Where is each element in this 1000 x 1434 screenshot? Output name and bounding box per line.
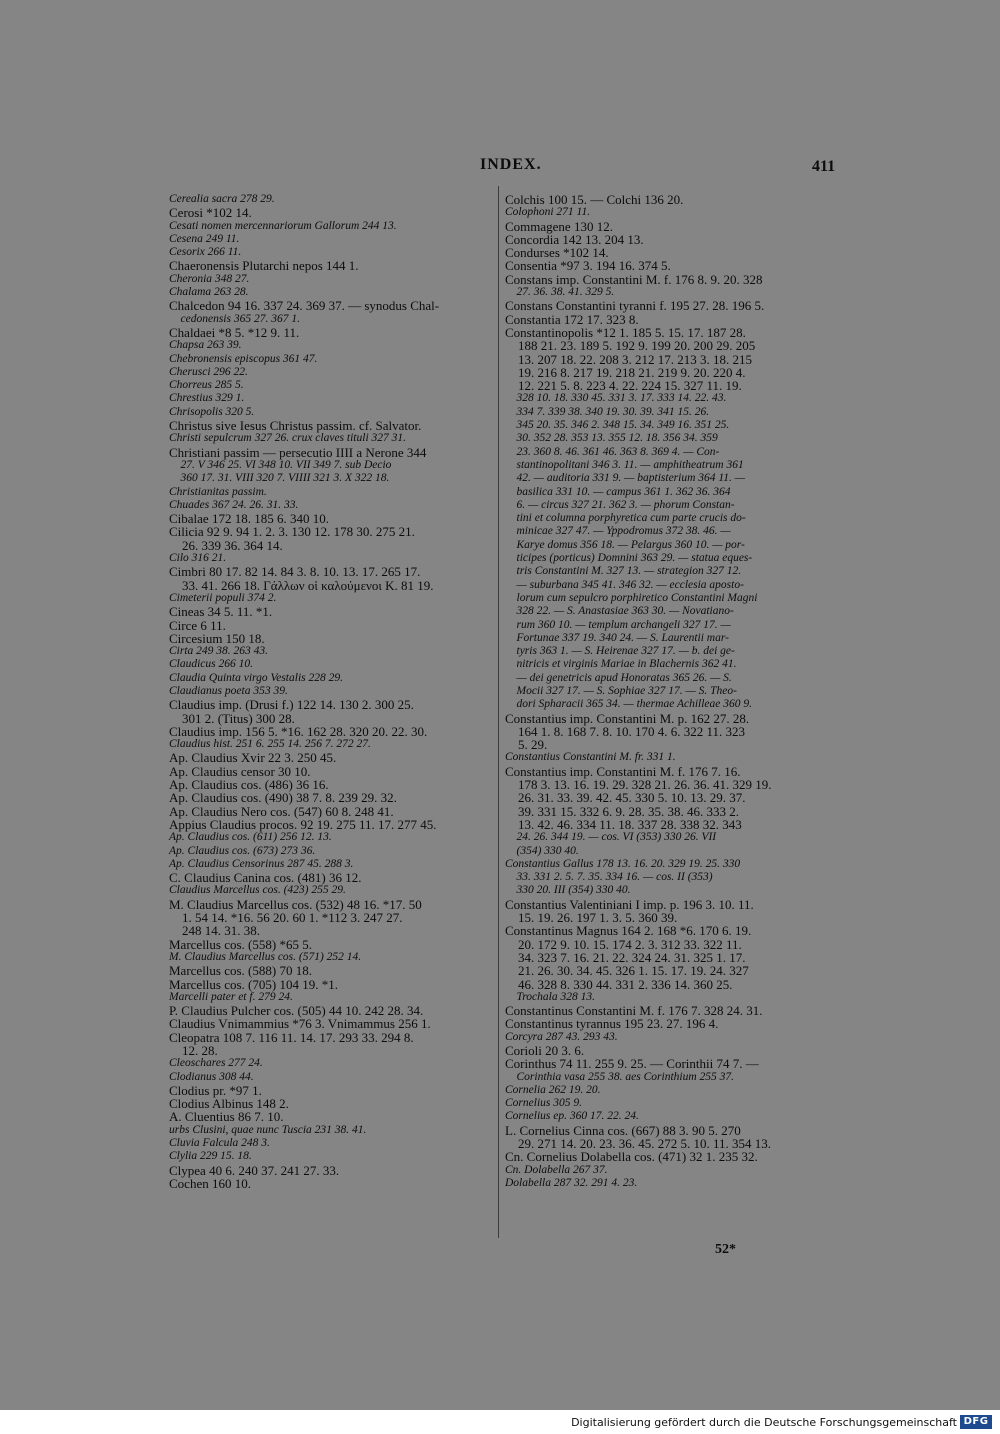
index-entry-line: lorum cum sepulcro porphiretico Constantini Magni xyxy=(505,591,758,604)
index-entry-line: Chuades 367 24. 26. 31. 33. xyxy=(169,498,299,511)
index-entry-line: Marcelli pater et f. 279 24. xyxy=(169,990,293,1003)
index-entry-line: Cornelius 305 9. xyxy=(505,1097,582,1110)
index-entry-line: Marcellus cos. (558) *65 5. xyxy=(169,936,312,952)
index-entry-line: Appius Claudius procos. 92 19. 275 11. 17. 277 45. xyxy=(169,816,437,832)
index-entry-line: Colophoni 271 11. xyxy=(505,206,591,219)
index-entry-line: 188 21. 23. 189 5. 192 9. 199 20. 200 29. 205 xyxy=(505,338,756,354)
index-entry-line: 5. 29. xyxy=(505,737,548,753)
index-entry-line: Trochala 328 13. xyxy=(505,990,595,1003)
index-entry-line: 27. V 346 25. VI 348 10. VII 349 7. sub Decio xyxy=(169,458,392,471)
index-entry-line: tini et columna porphyretica cum parte crucis do- xyxy=(505,512,746,525)
index-entry-line: Constantius imp. Constantini M. p. 162 27. 28. xyxy=(505,710,750,726)
index-entry-line: 328 10. 18. 330 45. 331 3. 17. 333 14. 22. 43. xyxy=(505,392,727,405)
index-entry-line: 19. 216 8. 217 19. 218 21. 219 9. 20. 220 4. xyxy=(505,364,746,380)
index-entry-line: basilica 331 10. — campus 361 1. 362 36. 364 xyxy=(505,485,731,498)
page-number: 411 xyxy=(812,158,836,175)
index-entry-line: (354) 330 40. xyxy=(505,844,579,857)
index-entry-line: Constantius Valentiniani I imp. p. 196 3. 10. 11. xyxy=(505,896,754,912)
index-entry-line: Ap. Claudius censor 30 10. xyxy=(169,763,311,779)
index-entry-line: Clodius Albinus 148 2. xyxy=(169,1096,289,1112)
index-entry-line: 29. 271 14. 20. 23. 36. 45. 272 5. 10. 11. 354 13. xyxy=(505,1136,772,1152)
index-entry-line: Clodius pr. *97 1. xyxy=(169,1082,262,1098)
index-entry-line: Condurses *102 14. xyxy=(505,245,609,261)
index-entry-line: Chorreus 285 5. xyxy=(169,379,244,392)
index-entry-line: P. Claudius Pulcher cos. (505) 44 10. 242 28. 34. xyxy=(169,1003,424,1019)
index-entry-line: 30. 352 28. 353 13. 355 12. 18. 356 34. 359 xyxy=(505,432,718,445)
index-entry-line: cedonensis 365 27. 367 1. xyxy=(169,312,300,325)
index-entry-line: Marcellus cos. (705) 104 19. *1. xyxy=(169,976,338,992)
index-entry-line: Corcyra 287 43. 293 43. xyxy=(505,1030,618,1043)
index-entry-line: Claudius Marcellus cos. (423) 255 29. xyxy=(169,884,346,897)
index-entry-line: Clodianus 308 44. xyxy=(169,1070,254,1083)
index-entry-line: Cerealia sacra 278 29. xyxy=(169,193,275,205)
index-entry-line: Constans Constantini tyranni f. 195 27. 28. 196 5. xyxy=(505,298,765,314)
index-entry-line: Chapsa 263 39. xyxy=(169,339,242,352)
index-entry-line: Mocii 327 17. — S. Sophiae 327 17. — S. Theo- xyxy=(505,684,737,697)
index-entry-line: minicae 327 47. — Yppodromus 372 38. 46. — xyxy=(505,525,731,538)
index-entry-line: 26. 339 36. 364 14. xyxy=(169,537,283,553)
index-entry-line: Christianitas passim. xyxy=(169,485,267,498)
column-divider xyxy=(498,186,499,1238)
index-entry-line: Chalama 263 28. xyxy=(169,286,249,299)
index-entry-line: Cluvia Falcula 248 3. xyxy=(169,1137,270,1150)
index-entry-line: nitricis et virginis Mariae in Blachernis 362 41. xyxy=(505,658,737,671)
index-entry-line: 12. 221 5. 8. 223 4. 22. 224 15. 327 11. 19. xyxy=(505,378,742,394)
index-entry-line: Chrestius 329 1. xyxy=(169,392,245,405)
index-entry-line: — dei genetricis apud Honoratas 365 26. — S. xyxy=(505,671,732,684)
index-entry-line: Constantius Gallus 178 13. 16. 20. 329 19. 25. 330 xyxy=(505,857,741,870)
index-entry-line: Constantius Constantini M. fr. 331 1. xyxy=(505,751,676,764)
index-entry-line: 23. 360 8. 46. 361 46. 363 8. 369 4. — Con- xyxy=(505,445,720,458)
index-entry-line: Constantinus Constantini M. f. 176 7. 328 24. 31. xyxy=(505,1003,763,1019)
index-entry-line: tris Constantini M. 327 13. — strategion 327 12. xyxy=(505,565,742,578)
index-entry-line: Ap. Claudius cos. (611) 256 12. 13. xyxy=(169,831,332,844)
index-entry-line: Commagene 130 12. xyxy=(505,218,613,234)
index-entry-line: Cochen 160 10. xyxy=(169,1175,251,1191)
index-entry-line: Constantinus tyrannus 195 23. 27. 196 4. xyxy=(505,1016,719,1032)
index-entry-line: Ap. Claudius cos. (673) 273 36. xyxy=(169,844,316,857)
index-entry-line: 33. 331 2. 5. 7. 35. 334 16. — cos. II (353) xyxy=(505,871,713,884)
index-entry-line: 21. 26. 30. 34. 45. 326 1. 15. 17. 19. 24. 327 xyxy=(505,963,749,979)
index-entry-line: Ap. Claudius cos. (490) 38 7. 8. 239 29. 32. xyxy=(169,790,397,806)
index-entry-line: tyris 363 1. — S. Heirenae 327 17. — b. dei ge- xyxy=(505,645,735,658)
index-entry-line: Circesium 150 18. xyxy=(169,630,265,646)
index-entry-line: C. Claudius Canina cos. (481) 36 12. xyxy=(169,870,362,886)
index-entry-line: 46. 328 8. 330 44. 331 2. 336 14. 360 25. xyxy=(505,976,733,992)
index-entry-line: L. Cornelius Cinna cos. (667) 88 3. 90 5. 270 xyxy=(505,1122,741,1138)
page-header-title: INDEX. xyxy=(480,156,542,173)
index-column-left xyxy=(169,193,494,1190)
index-entry-line: Circe 6 11. xyxy=(169,617,226,633)
index-entry-line: Claudia Quinta virgo Vestalis 228 29. xyxy=(169,671,343,684)
index-entry-line: Claudius imp. 156 5. *16. 162 28. 320 20. 22. 30. xyxy=(169,723,428,739)
dfg-logo: DFG xyxy=(960,1415,992,1429)
index-entry-line: Christiani passim — persecutio IIII a Nerone 344 xyxy=(169,444,427,460)
index-entry-line: Dolabella 287 32. 291 4. 23. xyxy=(505,1176,638,1189)
index-entry-line: 164 1. 8. 168 7. 8. 10. 170 4. 6. 322 11. 323 xyxy=(505,723,746,739)
index-entry-line: 1. 54 14. *16. 56 20. 60 1. *112 3. 247 27. xyxy=(169,910,403,926)
index-entry-line: 13. 207 18. 22. 208 3. 212 17. 213 3. 18. 215 xyxy=(505,351,752,367)
signature-mark: 52* xyxy=(715,1242,736,1257)
index-entry-line: Constantinopolis *12 1. 185 5. 15. 17. 187 28. xyxy=(505,324,746,340)
index-entry-line: urbs Clusini, quae nunc Tuscia 231 38. 41. xyxy=(169,1123,367,1136)
index-entry-line: ticipes (porticus) Domnini 363 29. — statua eques- xyxy=(505,552,753,565)
index-entry-line: rum 360 10. — templum archangeli 327 17. — xyxy=(505,618,731,631)
index-entry-line: Concordia 142 13. 204 13. xyxy=(505,231,644,247)
index-entry-line: Ap. Claudius cos. (486) 36 16. xyxy=(169,777,329,793)
index-entry-line: Claudianus poeta 353 39. xyxy=(169,684,288,697)
index-entry-line: Cherusci 296 22. xyxy=(169,365,248,378)
index-entry-line: Constantius imp. Constantini M. f. 176 7. 16. xyxy=(505,763,741,779)
index-entry-line: 42. — auditoria 331 9. — baptisterium 364 11. — xyxy=(505,472,746,485)
index-entry-line: 24. 26. 344 19. — cos. VI (353) 330 26. VII xyxy=(505,831,717,844)
index-entry-line: Corinthia vasa 255 38. aes Corinthium 255 37. xyxy=(505,1070,735,1083)
index-entry-line: 15. 19. 26. 197 1. 3. 5. 360 39. xyxy=(505,910,678,926)
index-entry-line: 34. 323 7. 16. 21. 22. 324 24. 31. 325 1. 17. xyxy=(505,949,746,965)
index-entry-line: Cesena 249 11. xyxy=(169,232,240,245)
index-entry-line: Constans imp. Constantini M. f. 176 8. 9. 20. 328 xyxy=(505,271,763,287)
index-entry-line: Marcellus cos. (588) 70 18. xyxy=(169,963,312,979)
index-entry-line: 301 2. (Titus) 300 28. xyxy=(169,710,295,726)
index-entry-line: 33. 41. 266 18. Γάλλων οἱ καλούμενοι Κ. 81 19. xyxy=(169,577,434,593)
index-entry-line: Cirta 249 38. 263 43. xyxy=(169,645,269,658)
index-entry-line: Fortunae 337 19. 340 24. — S. Laurentii mar- xyxy=(505,631,729,644)
index-entry-line: Consentia *97 3. 194 16. 374 5. xyxy=(505,258,671,274)
index-entry-line: Ap. Claudius Nero cos. (547) 60 8. 248 41. xyxy=(169,803,394,819)
index-entry-line: 328 22. — S. Anastasiae 363 30. — Novatiano- xyxy=(505,605,734,618)
index-entry-line: 27. 36. 38. 41. 329 5. xyxy=(505,286,615,299)
index-entry-line: Claudicus 266 10. xyxy=(169,658,254,671)
index-entry-line: Cesati nomen mercennariorum Gallorum 244 13. xyxy=(169,219,397,232)
index-entry-line: Cimeterii populi 374 2. xyxy=(169,591,277,604)
index-entry-line: Cleoschares 277 24. xyxy=(169,1057,263,1070)
index-entry-line: 39. 331 15. 332 6. 9. 28. 35. 38. 46. 333 2. xyxy=(505,803,739,819)
index-entry-line: 13. 42. 46. 334 11. 18. 337 28. 338 32. 343 xyxy=(505,816,742,832)
index-entry-line: Corinthus 74 11. 255 9. 25. — Corinthii 74 7. — xyxy=(505,1056,759,1072)
index-entry-line: M. Claudius Marcellus cos. (532) 48 16. *17. 50 xyxy=(169,896,422,912)
index-entry-line: Cilicia 92 9. 94 1. 2. 3. 130 12. 178 30. 275 21. xyxy=(169,524,415,540)
index-entry-line: Clylia 229 15. 18. xyxy=(169,1150,252,1163)
index-entry-line: M. Claudius Marcellus cos. (571) 252 14. xyxy=(169,950,362,963)
index-entry-line: Cimbri 80 17. 82 14. 84 3. 8. 10. 13. 17. 265 17. xyxy=(169,564,421,580)
index-entry-line: Constantia 172 17. 323 8. xyxy=(505,311,639,327)
index-entry-line: Cornelia 262 19. 20. xyxy=(505,1083,601,1096)
index-entry-line: Constantinus Magnus 164 2. 168 *6. 170 6. 19. xyxy=(505,923,752,939)
index-entry-line: Ap. Claudius Censorinus 287 45. 288 3. xyxy=(169,857,354,870)
index-entry-line: Cleopatra 108 7. 116 11. 14. 17. 293 33. 294 8. xyxy=(169,1029,414,1045)
index-entry-line: Claudius imp. (Drusi f.) 122 14. 130 2. 300 25. xyxy=(169,697,414,713)
index-entry-line: Cornelius ep. 360 17. 22. 24. xyxy=(505,1110,639,1123)
index-entry-line: Cerosi *102 14. xyxy=(169,205,252,221)
index-entry-line: A. Cluentius 86 7. 10. xyxy=(169,1109,284,1125)
index-entry-line: Christus sive Iesus Christus passim. cf. Salvator. xyxy=(169,418,422,434)
footer-bar xyxy=(0,1410,1000,1434)
index-entry-line: Corioli 20 3. 6. xyxy=(505,1043,585,1058)
index-column-right xyxy=(505,193,835,1190)
index-entry-line: 12. 28. xyxy=(169,1043,218,1058)
index-entry-line: 248 14. 31. 38. xyxy=(169,923,260,939)
index-entry-line: Christi sepulcrum 327 26. crux claves tituli 327 31. xyxy=(169,432,407,445)
index-entry-line: 26. 31. 33. 39. 42. 45. 330 5. 10. 13. 29. 37. xyxy=(505,790,746,806)
index-entry-line: Chebronensis episcopus 361 47. xyxy=(169,352,318,365)
index-entry-line: Ap. Claudius Xvir 22 3. 250 45. xyxy=(169,750,337,766)
index-entry-line: Chaeronensis Plutarchi nepos 144 1. xyxy=(169,258,359,274)
index-entry-line: Chrisopolis 320 5. xyxy=(169,405,255,418)
index-entry-line: Cibalae 172 18. 185 6. 340 10. xyxy=(169,511,329,527)
index-entry-line: Clypea 40 6. 240 37. 241 27. 33. xyxy=(169,1162,340,1178)
index-entry-line: Karye domus 356 18. — Pelargus 360 10. — por- xyxy=(505,538,745,551)
index-entry-line: Cilo 316 21. xyxy=(169,552,227,565)
footer-credit-text: Digitalisierung gefördert durch die Deutsche Forschungsgemeinschaft xyxy=(571,1416,957,1429)
index-entry-line: Claudius Vnimammius *76 3. Vnimammus 256 1. xyxy=(169,1016,431,1032)
index-entry-line: 360 17. 31. VIII 320 7. VIIII 321 3. X 322 18. xyxy=(169,472,390,485)
index-entry-line: Colchis 100 15. — Colchi 136 20. xyxy=(505,192,684,207)
index-entry-line: Cesorix 266 11. xyxy=(169,246,242,259)
index-entry-line: Claudius hist. 251 6. 255 14. 256 7. 272 27. xyxy=(169,738,371,751)
index-entry-line: 6. — circus 327 21. 362 3. — phorum Constan- xyxy=(505,498,735,511)
index-entry-line: Cn. Cornelius Dolabella cos. (471) 32 1. 235 32. xyxy=(505,1149,758,1165)
index-entry-line: Cheronia 348 27. xyxy=(169,272,250,285)
index-entry-line: 20. 172 9. 10. 15. 174 2. 3. 312 33. 322 11. xyxy=(505,936,742,952)
index-entry-line: Cineas 34 5. 11. *1. xyxy=(169,604,273,620)
index-entry-line: stantinopolitani 346 3. 11. — amphitheatrum 361 xyxy=(505,458,744,471)
index-entry-line: 345 20. 35. 346 2. 348 15. 34. 349 16. 351 25. xyxy=(505,419,730,432)
index-entry-line: 334 7. 339 38. 340 19. 30. 39. 341 15. 26. xyxy=(505,405,710,418)
index-entry-line: Chalcedon 94 16. 337 24. 369 37. — synodus Chal- xyxy=(169,298,440,314)
index-entry-line: Cn. Dolabella 267 37. xyxy=(505,1163,608,1176)
index-entry-line: 178 3. 13. 16. 19. 29. 328 21. 26. 36. 41. 329 19. xyxy=(505,777,772,793)
index-entry-line: 330 20. III (354) 330 40. xyxy=(505,884,631,897)
index-entry-line: Chaldaei *8 5. *12 9. 11. xyxy=(169,324,300,340)
index-entry-line: — suburbana 345 41. 346 32. — ecclesia aposto- xyxy=(505,578,744,591)
index-entry-line: dori Spharacii 365 34. — thermae Achilleae 360 9. xyxy=(505,698,753,711)
